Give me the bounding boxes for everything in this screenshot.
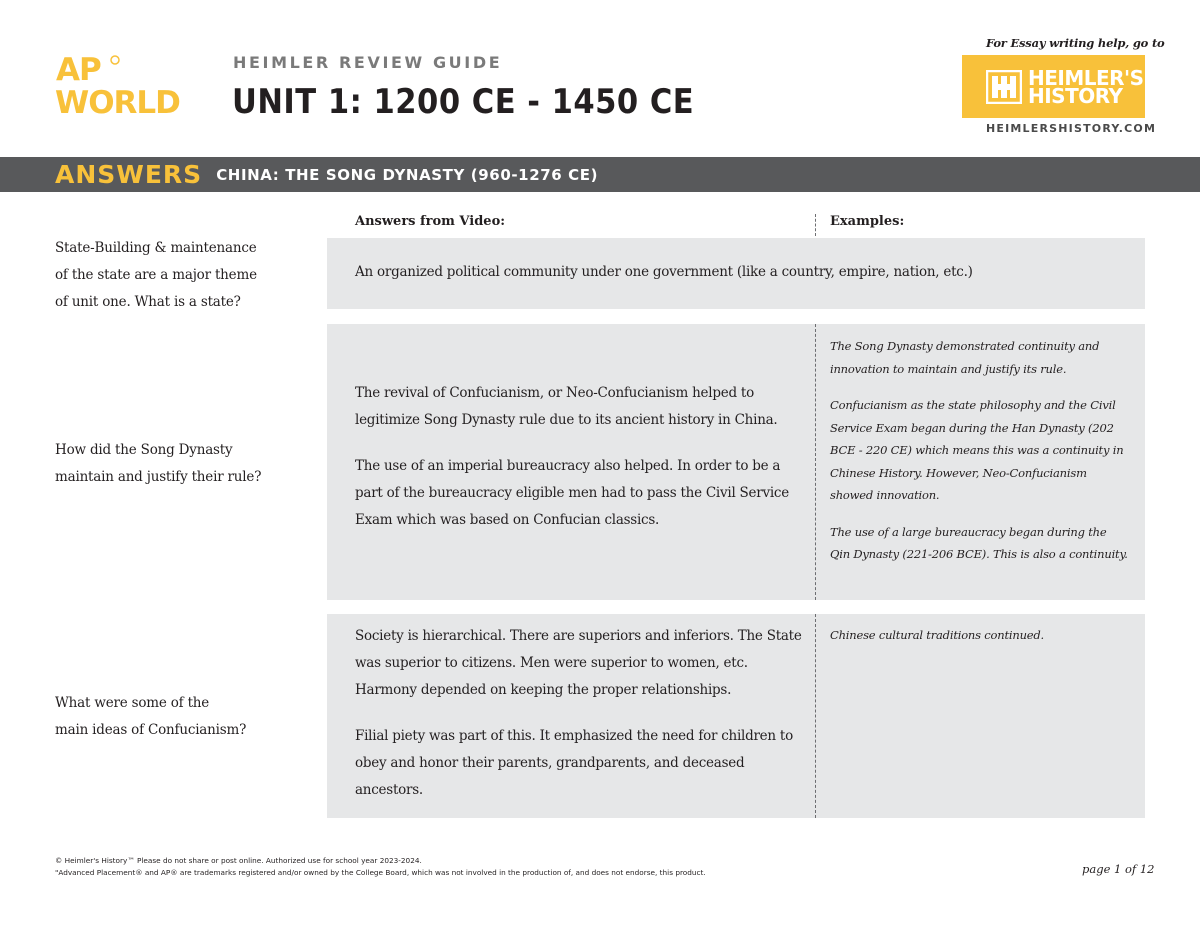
examples-column-heading: Examples: bbox=[830, 214, 905, 229]
footer-copyright: © Heimler's History™ Please do not share or post online. Authorized use for school year 2023-2024. bbox=[55, 856, 422, 865]
answers-column-heading: Answers from Video: bbox=[355, 214, 506, 229]
guide-label: HEIMLER REVIEW GUIDE bbox=[233, 53, 503, 72]
answer-paragraph: The revival of Confucianism, or Neo-Confucianism helped to legitimize Song Dynasty rule due to its ancient history in China. bbox=[355, 385, 778, 428]
answers-label: ANSWERS bbox=[55, 160, 203, 189]
brand-line-2: HISTORY bbox=[1028, 83, 1123, 108]
page-number: page 1 of 12 bbox=[1082, 862, 1155, 876]
answer-confucianism bbox=[355, 623, 805, 823]
answers-banner bbox=[0, 157, 1200, 192]
answer-paragraph: Filial piety was part of this. It emphasized the need for children to obey and honor their parents, grandparents, and deceased ancestors. bbox=[355, 728, 793, 798]
brand-name bbox=[1028, 65, 1144, 108]
column-divider bbox=[815, 614, 816, 818]
essay-help-note: For Essay writing help, go to bbox=[986, 36, 1165, 50]
question-state bbox=[55, 235, 257, 316]
question-line: of the state are a major theme bbox=[55, 267, 257, 283]
question-line: State-Building & maintenance bbox=[55, 240, 257, 256]
section-title: CHINA: THE SONG DYNASTY (960-1276 CE) bbox=[216, 165, 599, 184]
hh-monogram-icon bbox=[986, 70, 1022, 104]
logo-ap-text: AP bbox=[56, 52, 101, 88]
answer-song-rule bbox=[355, 380, 805, 553]
footer-trademark: "Advanced Placement® and AP® are trademarks registered and/or owned by the College Board, which was not involved in the production of, and does not endorse, this product. bbox=[55, 868, 706, 877]
answer-paragraph: The use of an imperial bureaucracy also helped. In order to be a part of the bureaucracy eligible men had to pass the Civil Service Exam which was based on Confucian classics. bbox=[355, 458, 789, 528]
brand-line-1: HEIMLER'S bbox=[1028, 65, 1144, 90]
brand-url-link[interactable]: HEIMLERSHISTORY.COM bbox=[986, 122, 1157, 135]
registered-mark-icon bbox=[111, 56, 119, 64]
examples-confucianism bbox=[830, 624, 1128, 661]
page-title: UNIT 1: 1200 CE - 1450 CE bbox=[232, 82, 695, 122]
question-line: What were some of the bbox=[55, 695, 210, 711]
question-line: main ideas of Confucianism? bbox=[55, 722, 247, 738]
heimlers-history-badge[interactable] bbox=[962, 55, 1145, 118]
answer-state bbox=[355, 259, 1115, 305]
answer-paragraph: Society is hierarchical. There are superiors and inferiors. The State was superior to citizens. Men were superior to women, etc. Harmony depended on keeping the proper relationships. bbox=[355, 628, 802, 698]
question-line: maintain and justify their rule? bbox=[55, 469, 262, 485]
example-paragraph: The Song Dynasty demonstrated continuity and innovation to maintain and justify its rule. bbox=[830, 339, 1100, 376]
example-paragraph: The use of a large bureaucracy began during the Qin Dynasty (221-206 BCE). This is also a continuity. bbox=[830, 524, 1128, 561]
question-line: of unit one. What is a state? bbox=[55, 294, 241, 310]
question-line: How did the Song Dynasty bbox=[55, 442, 233, 458]
examples-song-rule bbox=[830, 335, 1128, 580]
column-divider bbox=[815, 324, 816, 600]
question-confucianism bbox=[55, 690, 246, 744]
column-divider bbox=[815, 214, 816, 236]
question-song-rule bbox=[55, 437, 261, 491]
example-paragraph: Confucianism as the state philosophy and the Civil Service Exam began during the Han Dynasty (202 BCE - 220 CE) which means this was a continuity in Chinese History. However, Neo-Confucianism showed innovation. bbox=[830, 398, 1124, 502]
answer-paragraph: An organized political community under one government (like a country, empire, nation, etc.) bbox=[355, 264, 973, 280]
example-paragraph: Chinese cultural traditions continued. bbox=[830, 628, 1045, 642]
footer-legal bbox=[55, 855, 706, 879]
logo-world-text: WORLD bbox=[55, 85, 180, 121]
ap-world-logo bbox=[55, 52, 210, 122]
